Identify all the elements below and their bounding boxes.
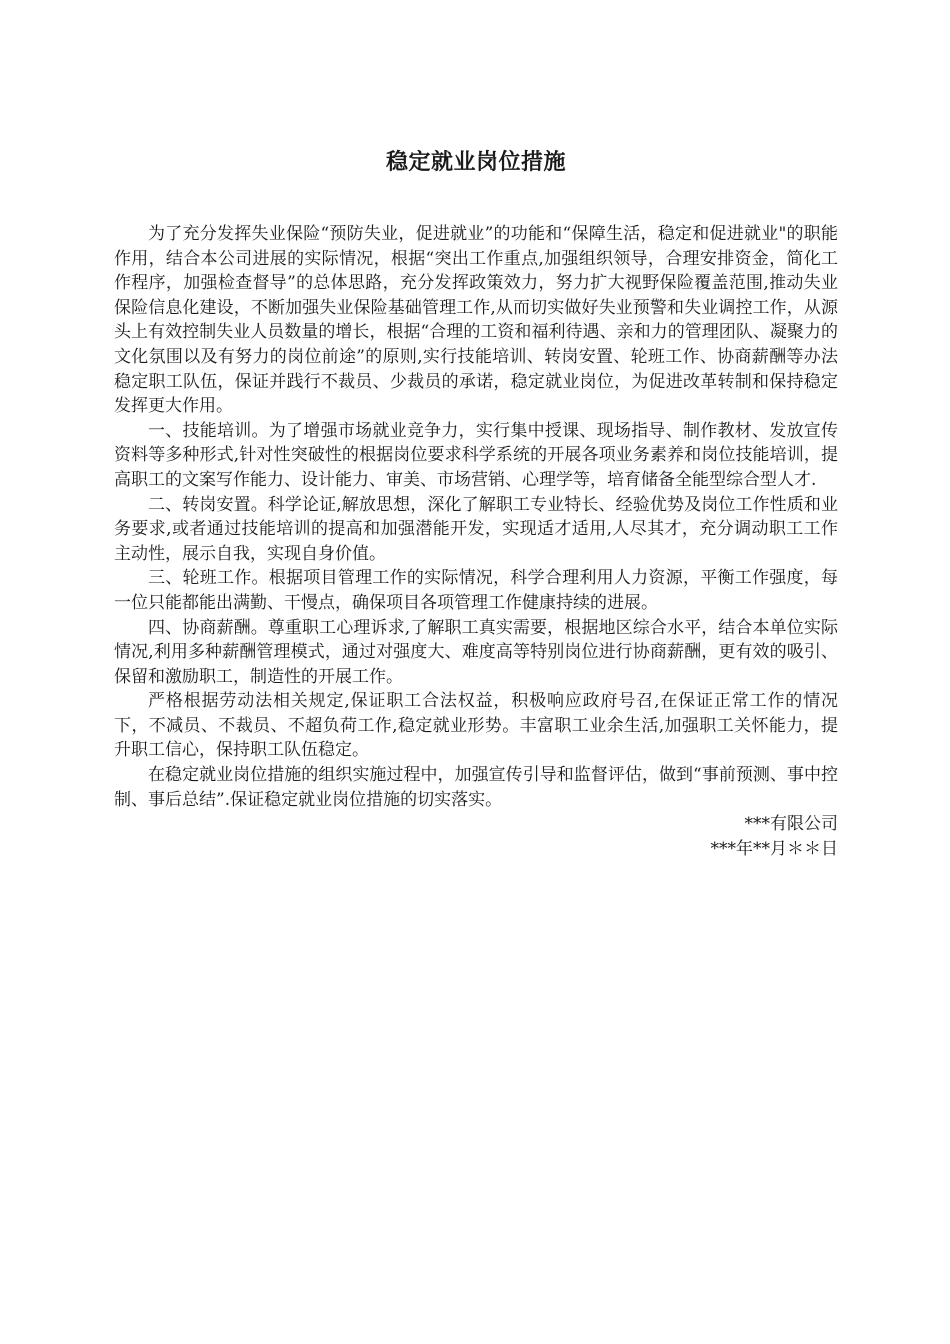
paragraph-implementation: 在稳定就业岗位措施的组织实施过程中，加强宣传引导和监督评估，做到“事前预测、事中控制、事后总结”.保证稳定就业岗位措施的切实落实。 (114, 765, 838, 810)
paragraph-job-transfer: 二、转岗安置。科学论证,解放思想，深化了解职工专业特长、经验优势及岗位工作性质和业务要求,或者通过技能培训的提高和加强潜能开发，实现适才适用,人尽其才，充分调动职工工作主动性，展示自我，实现自身价值。 (114, 494, 838, 564)
paragraph-salary-negotiation: 四、协商薪酬。尊重职工心理诉求,了解职工真实需要，根据地区综合水平，结合本单位实际情况,利用多种薪酬管理模式，通过对强度大、难度高等特别岗位进行协商薪酬，更有效的吸引、保留和激励职工，制造性的开展工作。 (114, 617, 838, 687)
signature-date: ***年**月＊＊日 (710, 838, 838, 859)
signature-company: ***有限公司 (744, 814, 838, 835)
paragraph-skill-training: 一、技能培训。为了增强市场就业竞争力，实行集中授课、现场指导、制作教材、发放宣传资料等多种形式,针对性突破性的根据岗位要求科学系统的开展各项业务素养和岗位技能培训，提高职工的文案写作能力、设计能力、审美、市场营销、心理学等，培育储备全能型综合型人才. (114, 420, 838, 490)
document-title: 稳定就业岗位措施 (385, 150, 566, 175)
document-body (114, 146, 838, 861)
paragraph-shift-work: 三、轮班工作。根据项目管理工作的实际情况，科学合理利用人力资源，平衡工作强度，每一位只能都能出满勤、干慢点，确保项目各项管理工作健康持续的进展。 (114, 568, 838, 613)
paragraph-labor-law: 严格根据劳动法相关规定,保证职工合法权益，积极响应政府号召,在保证正常工作的情况下，不减员、不裁员、不超负荷工作,稳定就业形势。丰富职工业余生活,加强职工关怀能力，提升职工信心，保持职工队伍稳定。 (114, 691, 838, 761)
paragraph-intro: 为了充分发挥失业保险“预防失业，促进就业”的功能和“保障生活，稳定和促进就业"的职能作用，结合本公司进展的实际情况，根据“突出工作重点,加强组织领导，合理安排资金，简化工作程序，加强检查督导”的总体思路，充分发挥政策效力，努力扩大视野保险覆盖范围,推动失业保险信息化建设，不断加强失业保险基础管理工作,从而切实做好失业预警和失业调控工作，从源头上有效控制失业人员数量的增长，根据“合理的工资和福利待遇、亲和力的管理团队、凝聚力的文化氛围以及有努力的岗位前途”的原则,实行技能培训、转岗安置、轮班工作、协商薪酬等办法稳定职工队伍，保证并践行不裁员、少裁员的承诺，稳定就业岗位，为促进改革转制和保持稳定发挥更大作用。 (114, 224, 838, 417)
